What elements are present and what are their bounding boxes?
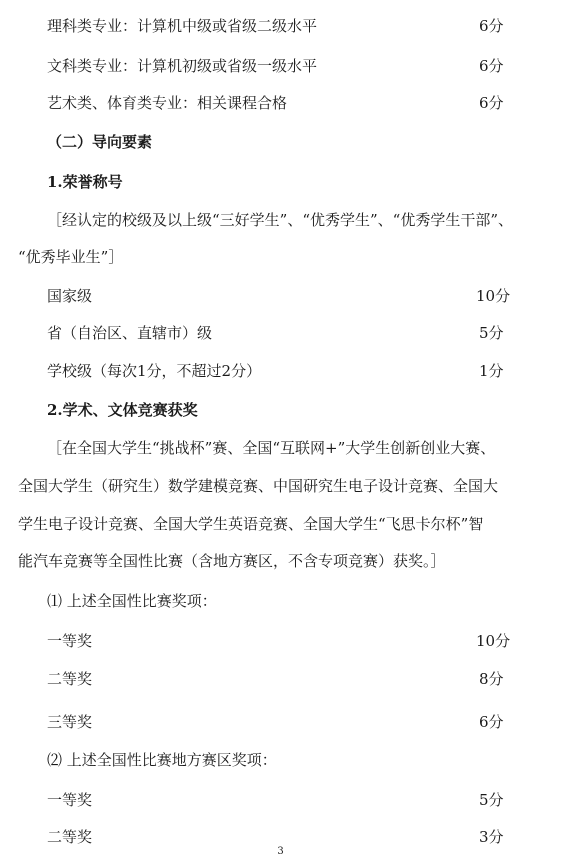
regional-second-prize-score: 3分 [479,828,504,846]
honor-school-score: 1分 [479,362,504,380]
arts-major-label: 文科类专业：计算机初级或省级一级水平 [47,57,318,75]
national-third-prize-label: 三等奖 [47,713,93,731]
honor-description-line-1: ［经认定的校级及以上级“三好学生”、“优秀学生”、“优秀学生干部”、 [47,211,514,229]
honor-description-line-2: “优秀毕业生”］ [18,248,124,266]
regional-first-prize-score: 5分 [479,791,504,809]
arts-major-score: 6分 [479,57,504,75]
competition-description-line-3: 学生电子设计竞赛、全国大学生英语竞赛、全国大学生“飞思卡尔杯”智 [18,515,484,533]
national-first-prize-label: 一等奖 [47,632,93,650]
honor-national-label: 国家级 [47,287,93,305]
art-pe-major-label: 艺术类、体育类专业：相关课程合格 [47,94,288,112]
national-second-prize-score: 8分 [479,670,504,688]
competition-description-line-1: ［在全国大学生“挑战杯”赛、全国“互联网+”大学生创新创业大赛、 [47,439,496,457]
regional-first-prize-label: 一等奖 [47,791,93,809]
honor-national-score: 10分 [476,287,511,305]
national-third-prize-score: 6分 [479,713,504,731]
honor-provincial-score: 5分 [479,324,504,342]
honor-heading: 1.荣誉称号 [47,173,123,191]
regional-second-prize-label: 二等奖 [47,828,93,846]
art-pe-major-score: 6分 [479,94,504,112]
science-major-label: 理科类专业：计算机中级或省级二级水平 [47,17,318,35]
national-first-prize-score: 10分 [476,632,511,650]
regional-awards-heading: ⑵ 上述全国性比赛地方赛区奖项： [47,751,277,769]
competition-description-line-4: 能汽车竞赛等全国性比赛（含地方赛区，不含专项竞赛）获奖。］ [18,552,446,570]
section-heading-guidance: （二）导向要素 [47,133,153,151]
honor-school-label: 学校级（每次1分，不超过2分） [47,362,262,380]
page-number: 3 [277,846,284,857]
competition-description-line-2: 全国大学生（研究生）数学建模竞赛、中国研究生电子设计竞赛、全国大 [18,477,499,495]
science-major-score: 6分 [479,17,504,35]
honor-provincial-label: 省（自治区、直辖市）级 [47,324,213,342]
national-second-prize-label: 二等奖 [47,670,93,688]
national-awards-heading: ⑴ 上述全国性比赛奖项： [47,592,217,610]
competition-heading: 2.学术、文体竞赛获奖 [47,401,198,419]
